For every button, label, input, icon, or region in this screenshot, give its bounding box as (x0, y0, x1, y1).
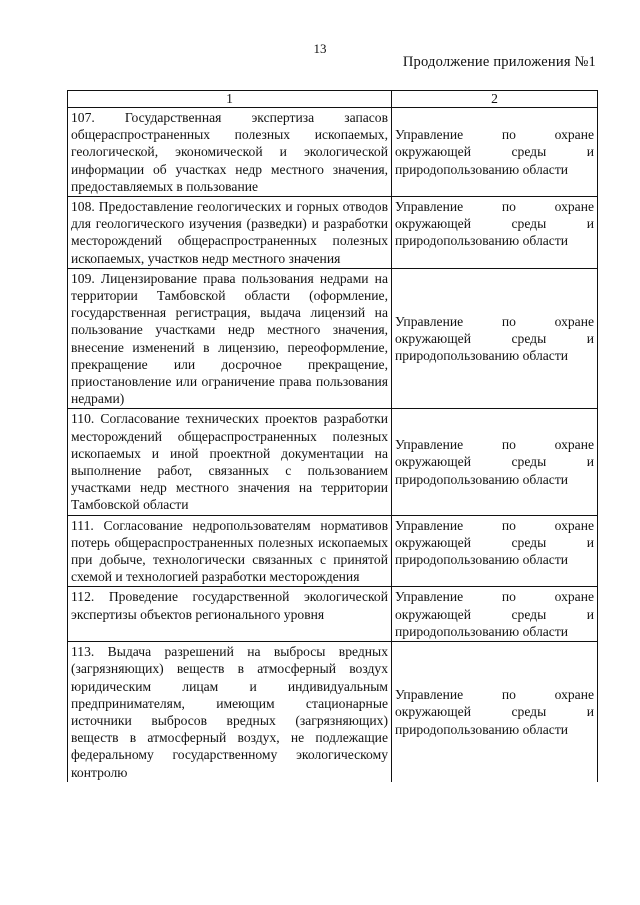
column-header-2: 2 (392, 91, 598, 108)
authority-cell: Управление по охране окружающей среды и природопользованию области (392, 409, 598, 515)
table-row (68, 587, 598, 642)
table-row (68, 268, 598, 409)
authority-cell: Управление по охране окружающей среды и природопользованию области (392, 515, 598, 587)
service-cell: 107. Государственная экспертиза запасов общераспространенных полезных ископаемых, геологической, экономической и экологической информации об участках недр местного значения, предоставляемых в пользование (68, 108, 392, 197)
service-cell: 110. Согласование технических проектов разработки месторождений общераспространенных полезных ископаемых и иной проектной документации на выполнение работ, связанных с пользованием участками недр местного значения на территории Тамбовской области (68, 409, 392, 515)
table-header-row (68, 91, 598, 108)
service-cell: 113. Выдача разрешений на выбросы вредных (загрязняющих) веществ в атмосферный воздух юридическим лицам и индивидуальным предпринимателям, имеющим стационарные источники выбросов вредных (загрязняющих) веществ в атмосферный воздух, не подлежащие федеральному государственному экологическому контролю (68, 642, 392, 782)
authority-cell: Управление по охране окружающей среды и природопользованию области (392, 268, 598, 409)
table-row (68, 108, 598, 197)
table-row (68, 642, 598, 782)
authority-cell: Управление по охране окружающей среды и природопользованию области (392, 642, 598, 782)
authority-cell: Управление по охране окружающей среды и природопользованию области (392, 108, 598, 197)
service-cell: 108. Предоставление геологических и горных отводов для геологического изучения (разведки) и разработки месторождений общераспространенных полезных ископаемых, участков недр местного значения (68, 197, 392, 269)
page-number: 13 (313, 41, 327, 56)
service-cell: 111. Согласование недропользователям нормативов потерь общераспространенных полезных ископаемых при добыче, технологически связанных с принятой схемой и технологией разработки месторождения (68, 515, 392, 587)
services-table (67, 90, 598, 782)
table-row (68, 197, 598, 269)
column-header-1: 1 (68, 91, 392, 108)
table-row (68, 515, 598, 587)
service-cell: 112. Проведение государственной экологической экспертизы объектов регионального уровня (68, 587, 392, 642)
authority-cell: Управление по охране окружающей среды и природопользованию области (392, 587, 598, 642)
service-cell: 109. Лицензирование права пользования недрами на территории Тамбовской области (оформление, государственная регистрация, выдача лицензий на пользование участками недр местного значения, внесение изменений в лицензию, переоформление, прекращение или досрочное прекращение, приостановление или ограничение права пользования недрами) (68, 268, 392, 409)
table-row (68, 409, 598, 515)
authority-cell: Управление по охране окружающей среды и природопользованию области (392, 197, 598, 269)
continuation-label: Продолжение приложения №1 (402, 54, 596, 70)
